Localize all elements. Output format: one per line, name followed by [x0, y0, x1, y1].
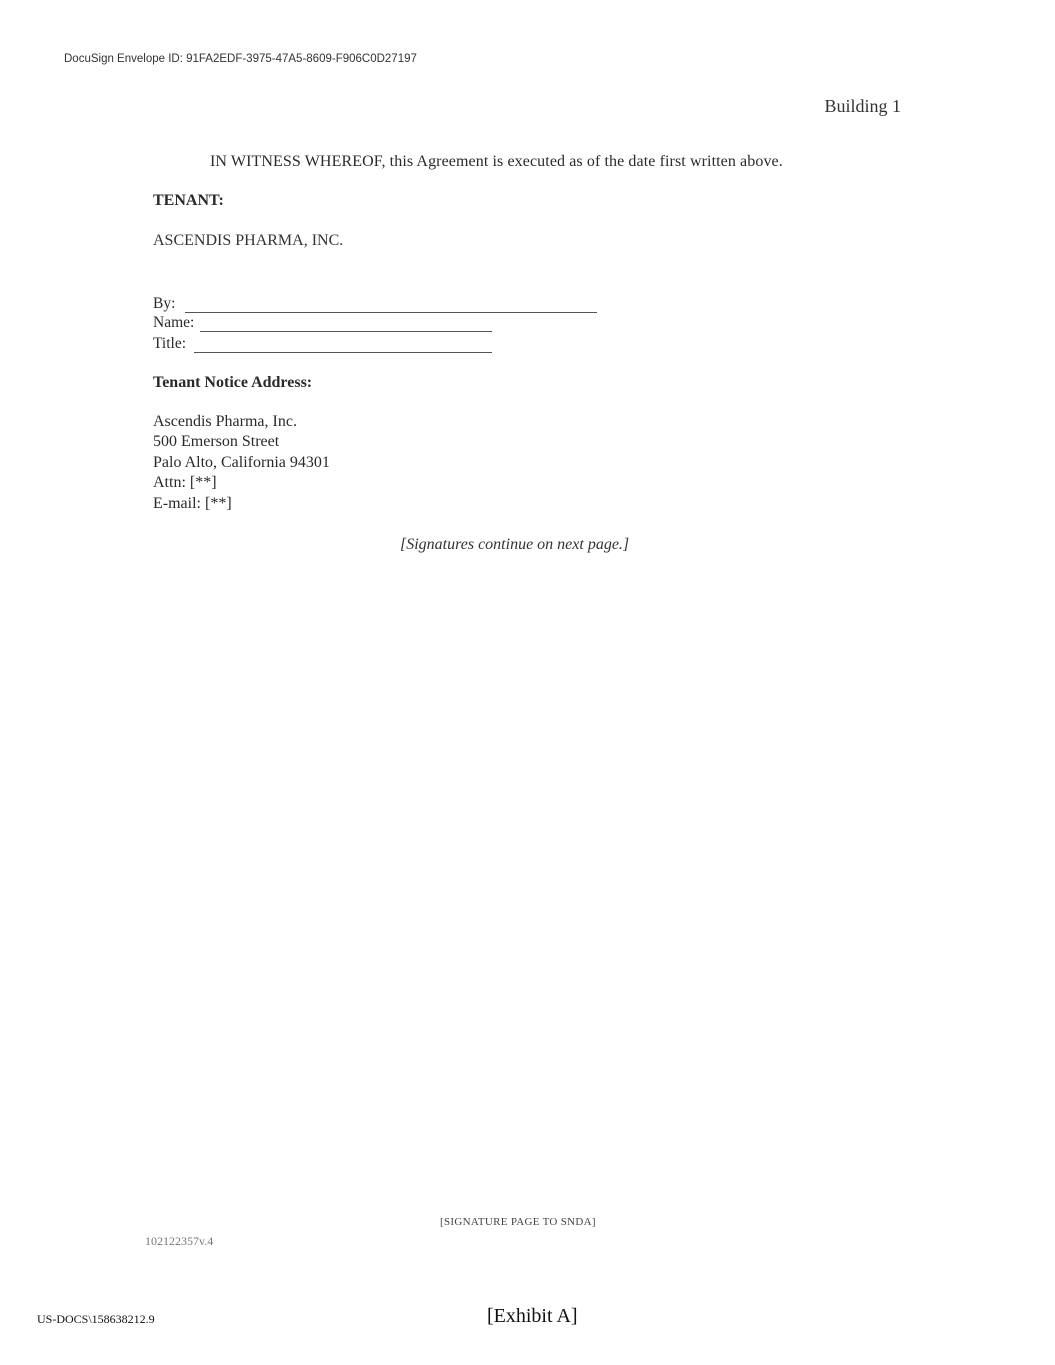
witness-clause: IN WITNESS WHEREOF, this Agreement is executed as of the date first written above. [210, 153, 783, 170]
by-label: By: [153, 295, 176, 312]
tenant-heading: TENANT: [153, 192, 224, 209]
document-number: 102122357v.4 [145, 1234, 214, 1248]
page-header-building: Building 1 [824, 96, 901, 116]
signature-title-row [153, 335, 492, 353]
name-label: Name: [153, 314, 195, 331]
title-signature-line [194, 338, 492, 353]
footer-exhibit-label: [Exhibit A] [487, 1305, 578, 1327]
name-signature-line [200, 317, 492, 332]
docusign-envelope-id: DocuSign Envelope ID: 91FA2EDF-3975-47A5-8609-F906C0D27197 [64, 53, 417, 65]
by-signature-line [185, 298, 597, 313]
address-line: 500 Emerson Street [153, 433, 280, 450]
signature-page-label: [SIGNATURE PAGE TO SNDA] [440, 1216, 596, 1228]
tenant-company-name: ASCENDIS PHARMA, INC. [153, 232, 344, 249]
footer-doc-id: US-DOCS\158638212.9 [37, 1312, 155, 1326]
address-attn: Attn: [**] [153, 474, 217, 491]
address-line: Ascendis Pharma, Inc. [153, 413, 297, 430]
signatures-continue-note: [Signatures continue on next page.] [400, 536, 630, 553]
notice-address-heading: Tenant Notice Address: [153, 374, 313, 391]
title-label: Title: [153, 335, 187, 352]
address-line: Palo Alto, California 94301 [153, 454, 330, 471]
signature-by-row [153, 295, 597, 313]
address-email: E-mail: [**] [153, 495, 232, 512]
signature-name-row [153, 314, 492, 332]
